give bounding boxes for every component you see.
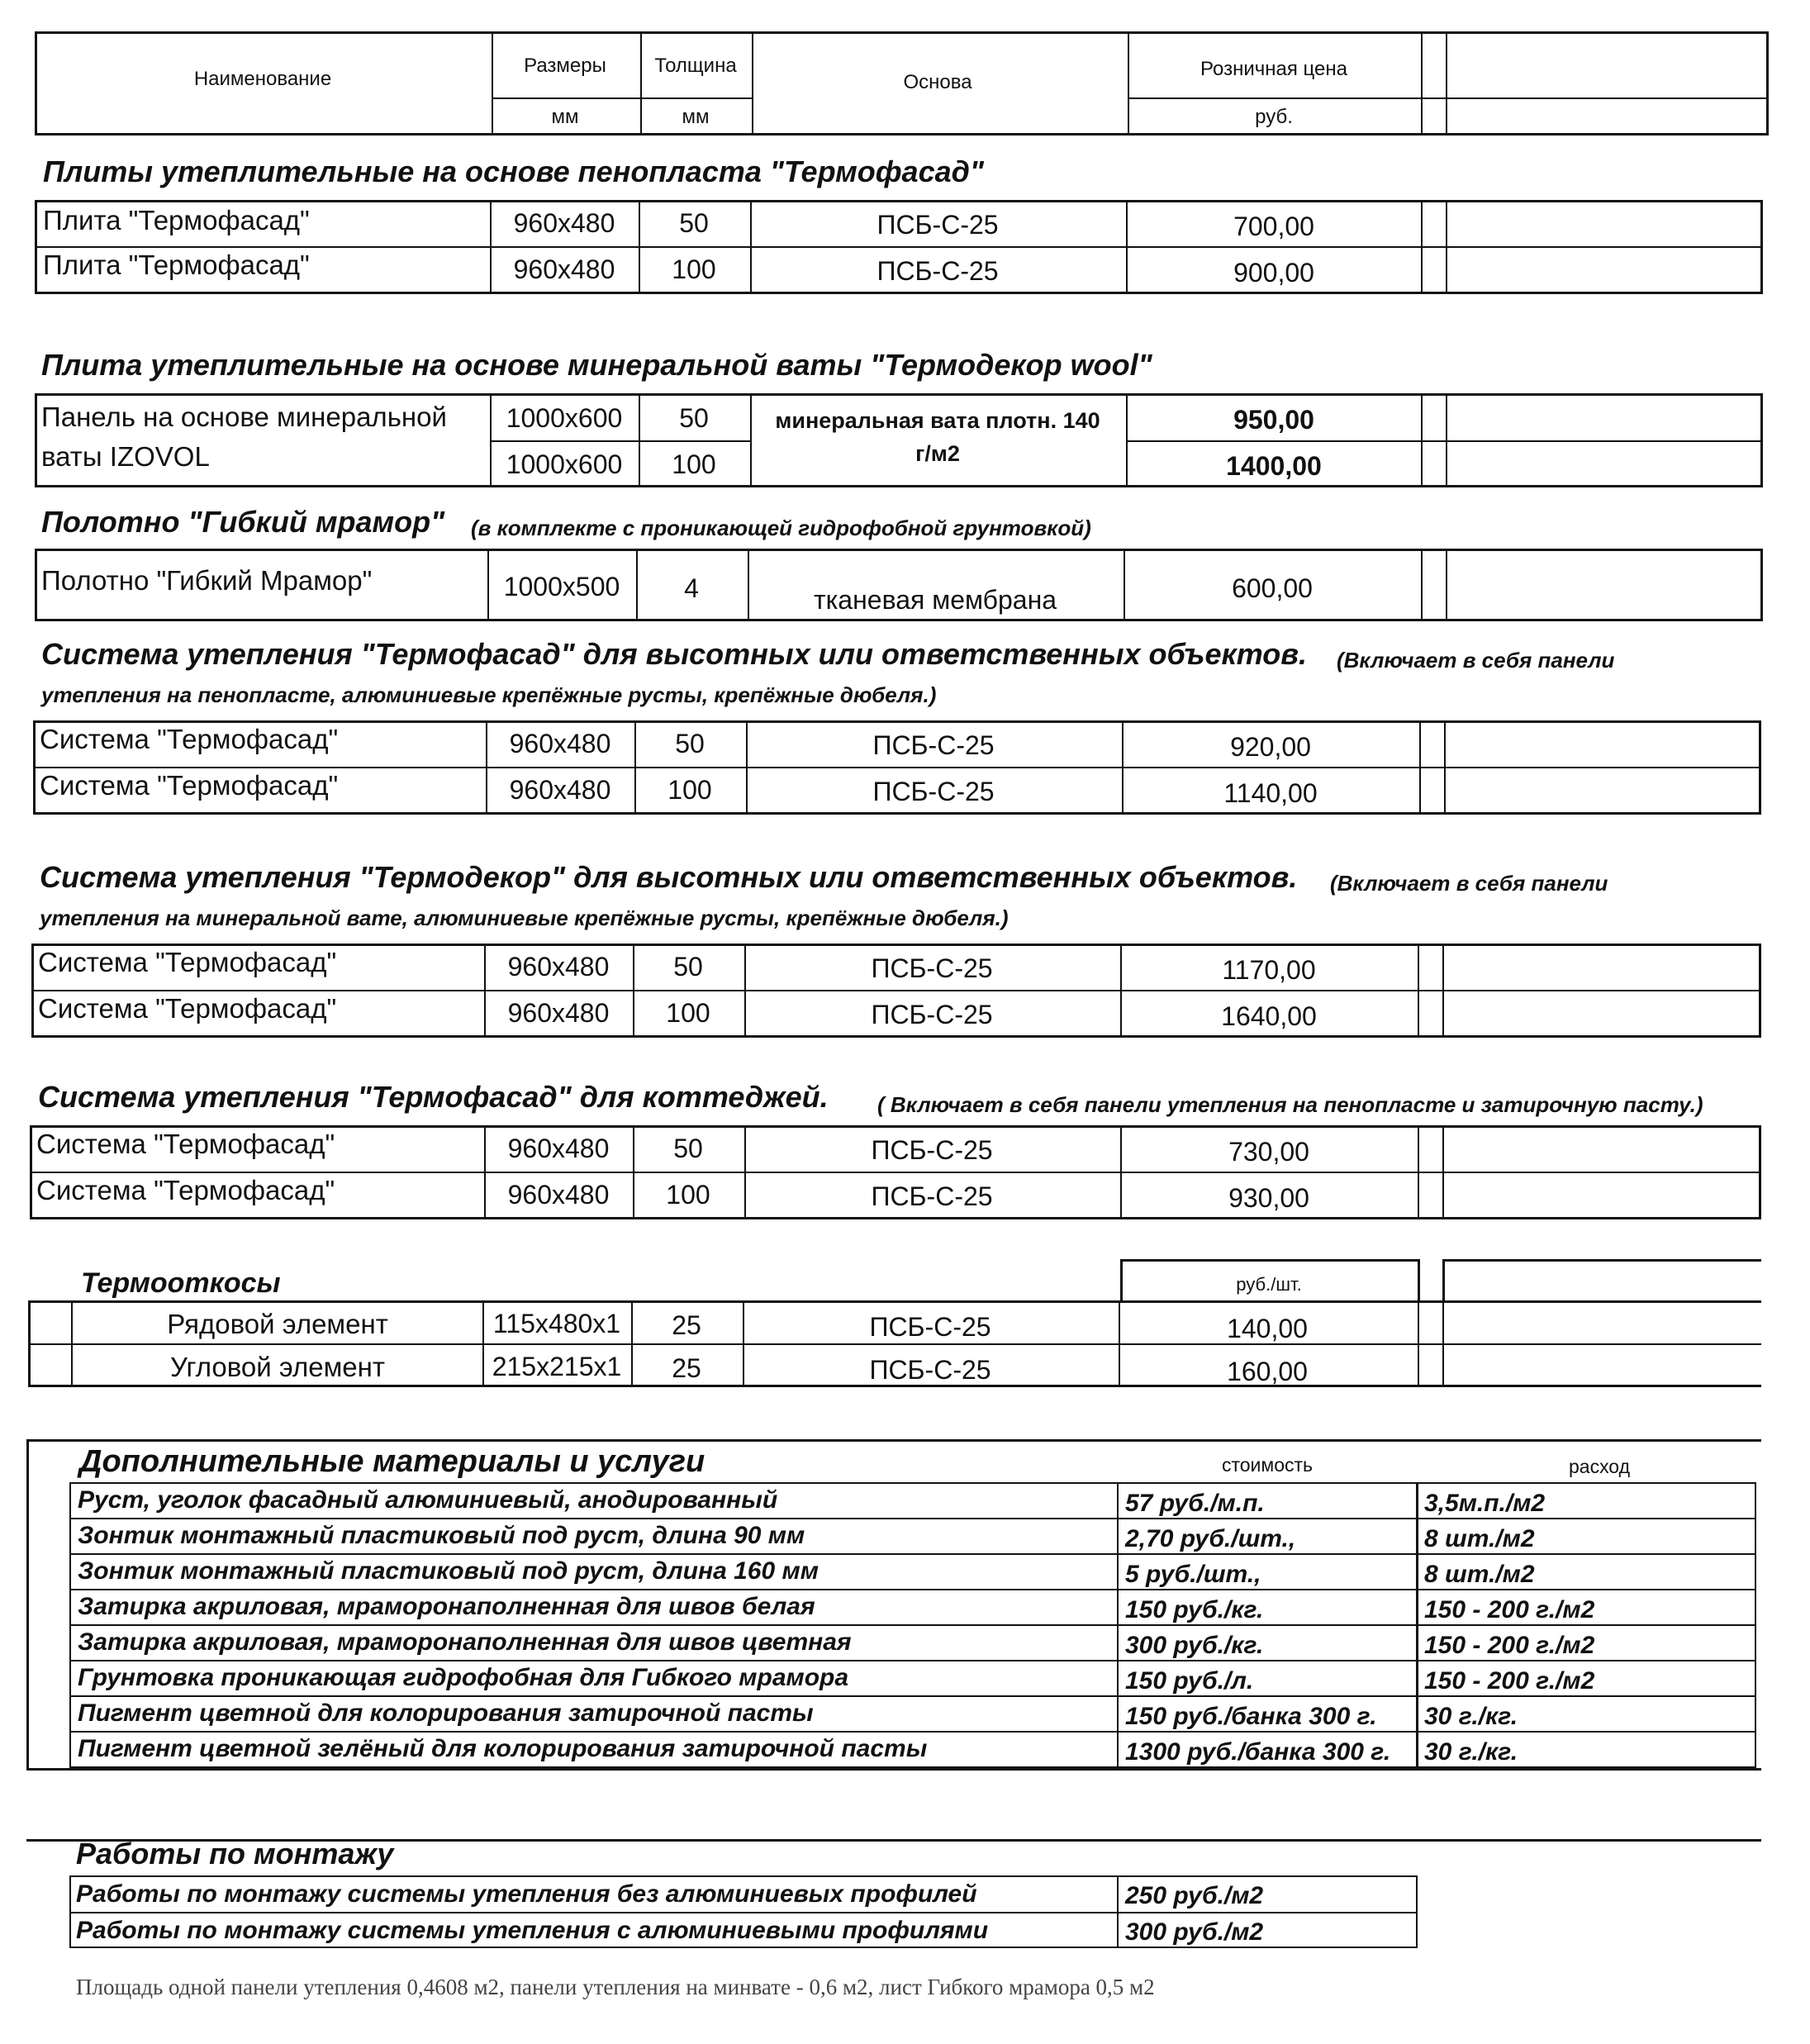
row-size: 960x480 bbox=[507, 1134, 610, 1163]
row-name: Затирка акриловая, мраморонаполненная для швов белая bbox=[78, 1593, 815, 1620]
section-title: Термооткосы bbox=[81, 1267, 281, 1299]
row-price: 920,00 bbox=[1230, 732, 1311, 762]
col-cost: стоимость bbox=[1221, 1454, 1314, 1476]
row-price: 1400,00 bbox=[1226, 451, 1322, 481]
row-cost: 300 руб./кг. bbox=[1125, 1632, 1264, 1659]
footer-note: Площадь одной панели утепления 0,4608 м2, панели утепления на минвате - 0,6 м2, лист Гибкого мрамора 0,5 м2 bbox=[76, 1975, 1155, 1999]
section-note: (в комплекте с проникающей гидрофобной грунтовкой) bbox=[471, 516, 1091, 540]
row-price: 250 руб./м2 bbox=[1125, 1882, 1264, 1909]
row-usage: 150 - 200 г./м2 bbox=[1424, 1632, 1595, 1659]
col-usage: расход bbox=[1568, 1456, 1631, 1477]
row-base-line2: г/м2 bbox=[915, 441, 960, 466]
row-thickness: 100 bbox=[666, 998, 710, 1028]
row-base-line1: минеральная вата плотн. 140 bbox=[775, 408, 1100, 433]
unit-label: руб./шт. bbox=[1236, 1274, 1302, 1295]
row-cost: 150 руб./л. bbox=[1125, 1667, 1254, 1695]
row-price: 1640,00 bbox=[1221, 1001, 1317, 1031]
section-title: Плиты утеплительные на основе пенопласта "Термофасад" bbox=[43, 154, 984, 188]
row-usage: 3,5м.п./м2 bbox=[1424, 1490, 1546, 1517]
row-cost: 1300 руб./банка 300 г. bbox=[1125, 1738, 1391, 1766]
header-size: Размеры bbox=[524, 55, 606, 77]
header-price-unit: руб. bbox=[1255, 106, 1293, 128]
row-price: 160,00 bbox=[1227, 1357, 1308, 1386]
row-name: Пигмент цветной для колорирования затирочной пасты bbox=[78, 1699, 814, 1727]
row-thickness: 50 bbox=[679, 208, 709, 238]
row-price: 730,00 bbox=[1228, 1137, 1309, 1167]
section-title: Система утепления "Термофасад" для высотных или ответственных объектов. bbox=[41, 637, 1308, 671]
row-size: 960x480 bbox=[507, 952, 610, 982]
row-name: Плита "Термофасад" bbox=[43, 205, 310, 235]
row-name: Работы по монтажу системы утепления без алюминиевых профилей bbox=[76, 1880, 977, 1908]
row-price: 300 руб./м2 bbox=[1125, 1918, 1264, 1946]
section-note-line1: (Включает в себя панели bbox=[1337, 648, 1615, 673]
row-size: 115x480x1 bbox=[492, 1309, 621, 1338]
row-name: Плита "Термофасад" bbox=[43, 250, 310, 280]
section-note: ( Включает в себя панели утепления на пенопласте и затирочную пасту.) bbox=[877, 1092, 1703, 1117]
row-name: Грунтовка проникающая гидрофобная для Гибкого мрамора bbox=[78, 1664, 849, 1691]
row-base: ПСБ-С-25 bbox=[869, 1312, 991, 1342]
row-name: Система "Термофасад" bbox=[38, 947, 337, 977]
section-title: Полотно "Гибкий мрамор" bbox=[41, 505, 445, 539]
row-cost: 5 руб./шт., bbox=[1125, 1561, 1261, 1588]
row-usage: 30 г./кг. bbox=[1424, 1703, 1518, 1730]
header-name: Наименование bbox=[193, 68, 332, 90]
row-usage: 150 - 200 г./м2 bbox=[1424, 1596, 1595, 1623]
row-thickness: 25 bbox=[672, 1353, 701, 1383]
row-base: ПСБ-С-25 bbox=[871, 1181, 993, 1211]
row-name: Система "Термофасад" bbox=[40, 770, 339, 801]
section-title: Система утепления "Термофасад" для коттеджей. bbox=[38, 1080, 829, 1114]
row-price: 900,00 bbox=[1233, 258, 1314, 288]
row-size: 1000x600 bbox=[506, 449, 623, 479]
row-name: Система "Термофасад" bbox=[36, 1129, 335, 1159]
row-name: Система "Термофасад" bbox=[38, 993, 337, 1024]
row-size: 960x480 bbox=[509, 729, 611, 758]
row-thickness: 100 bbox=[672, 449, 716, 479]
row-name: Зонтик монтажный пластиковый под руст, длина 90 мм bbox=[78, 1522, 805, 1549]
row-price: 140,00 bbox=[1227, 1314, 1308, 1343]
header-thickness: Толщина bbox=[654, 55, 737, 77]
row-thickness: 50 bbox=[679, 403, 709, 433]
row-name-line2: ваты IZOVOL bbox=[41, 441, 210, 472]
row-base: ПСБ-С-25 bbox=[871, 1135, 993, 1165]
row-thickness: 50 bbox=[673, 1134, 703, 1163]
row-base: ПСБ-С-25 bbox=[869, 1355, 991, 1385]
header-price: Розничная цена bbox=[1200, 58, 1347, 80]
row-base: ПСБ-С-25 bbox=[876, 210, 999, 240]
row-name: Затирка акриловая, мраморонаполненная для швов цветная bbox=[78, 1628, 852, 1656]
row-price: 600,00 bbox=[1232, 573, 1313, 603]
row-thickness: 4 bbox=[684, 573, 699, 603]
row-usage: 8 шт./м2 bbox=[1424, 1561, 1535, 1588]
row-name: Работы по монтажу системы утепления с алюминиевыми профилями bbox=[76, 1917, 989, 1944]
row-thickness: 100 bbox=[667, 775, 712, 805]
row-price: 700,00 bbox=[1233, 212, 1314, 241]
section-title: Плита утеплительные на основе минеральной ваты "Термодекор wool" bbox=[41, 348, 1152, 382]
row-size: 215x215x1 bbox=[492, 1352, 622, 1381]
row-thickness: 100 bbox=[666, 1180, 710, 1210]
section-note-line2: утепления на пенопласте, алюминиевые крепёжные русты, крепёжные дюбеля.) bbox=[41, 682, 937, 707]
row-base: ПСБ-С-25 bbox=[871, 953, 993, 983]
row-name: Рядовой элемент bbox=[167, 1309, 388, 1339]
section-title: Система утепления "Термодекор" для высотных или ответственных объектов. bbox=[40, 860, 1298, 894]
section-note-line2: утепления на минеральной вате, алюминиевые крепёжные русты, крепёжные дюбеля.) bbox=[40, 906, 1009, 930]
row-base: ПСБ-С-25 bbox=[872, 730, 995, 760]
section-title: Работы по монтажу bbox=[76, 1837, 394, 1870]
row-name: Система "Термофасад" bbox=[40, 724, 339, 754]
section-title: Дополнительные материалы и услуги bbox=[79, 1444, 705, 1479]
row-name: Угловой элемент bbox=[170, 1352, 385, 1382]
row-usage: 30 г./кг. bbox=[1424, 1738, 1518, 1766]
row-name: Пигмент цветной зелёный для колорирования затирочной пасты bbox=[78, 1735, 928, 1762]
row-name: Зонтик монтажный пластиковый под руст, длина 160 мм bbox=[78, 1557, 819, 1585]
row-usage: 8 шт./м2 bbox=[1424, 1525, 1535, 1552]
row-usage: 150 - 200 г./м2 bbox=[1424, 1667, 1595, 1695]
row-size: 960x480 bbox=[509, 775, 611, 805]
row-size: 960x480 bbox=[507, 1180, 610, 1210]
row-base: ПСБ-С-25 bbox=[872, 777, 995, 806]
row-cost: 150 руб./банка 300 г. bbox=[1125, 1703, 1377, 1730]
row-size: 960x480 bbox=[513, 208, 615, 238]
row-size: 960x480 bbox=[507, 998, 610, 1028]
row-base: ПСБ-С-25 bbox=[871, 1000, 993, 1029]
row-cost: 150 руб./кг. bbox=[1125, 1596, 1264, 1623]
row-price: 930,00 bbox=[1228, 1183, 1309, 1213]
row-size: 960x480 bbox=[513, 254, 615, 284]
row-price: 950,00 bbox=[1233, 405, 1314, 435]
row-cost: 2,70 руб./шт., bbox=[1125, 1525, 1296, 1552]
row-price: 1140,00 bbox=[1223, 778, 1318, 808]
row-name-line1: Панель на основе минеральной bbox=[41, 402, 447, 432]
row-base: ПСБ-С-25 bbox=[876, 256, 999, 286]
row-thickness: 25 bbox=[672, 1310, 701, 1340]
header-thickness-unit: мм bbox=[682, 106, 710, 128]
header-size-unit: мм bbox=[551, 106, 579, 128]
row-price: 1170,00 bbox=[1222, 955, 1316, 985]
row-cost: 57 руб./м.п. bbox=[1125, 1490, 1265, 1517]
row-thickness: 50 bbox=[673, 952, 703, 982]
row-name: Система "Термофасад" bbox=[36, 1175, 335, 1205]
row-thickness: 50 bbox=[675, 729, 705, 758]
header-base: Основа bbox=[903, 71, 972, 93]
row-size: 1000x500 bbox=[503, 572, 620, 601]
row-name: Руст, уголок фасадный алюминиевый, анодированный bbox=[78, 1486, 778, 1514]
row-name: Полотно "Гибкий Мрамор" bbox=[41, 565, 373, 596]
row-base: тканевая мембрана bbox=[813, 585, 1057, 615]
section-note-line1: (Включает в себя панели bbox=[1330, 871, 1608, 896]
row-size: 1000x600 bbox=[506, 403, 623, 433]
row-thickness: 100 bbox=[672, 254, 716, 284]
